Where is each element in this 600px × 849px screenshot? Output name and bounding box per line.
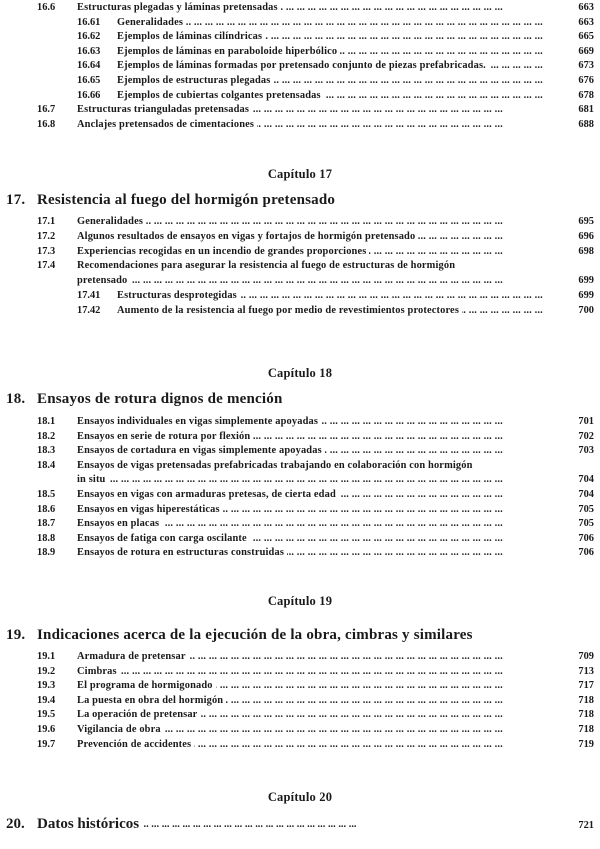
entry-title-text: Generalidades [117, 17, 186, 28]
toc-entry [37, 289, 594, 303]
toc-entry [37, 16, 594, 30]
entry-title-text: Estructuras plegadas y láminas pretensadas [77, 2, 281, 13]
entry-number: 16.66 [77, 89, 101, 101]
toc-entry [37, 665, 594, 679]
toc-entry [37, 723, 594, 737]
entry-title-text: Ensayos en vigas hiperestáticas [77, 504, 223, 515]
entry-number: 16.6 [37, 2, 56, 13]
entry-page: 681 [578, 104, 594, 116]
entry-title [117, 16, 560, 30]
entry-title-text: pretensado [77, 275, 130, 286]
entry-title [77, 546, 560, 560]
entry-title-text: Ensayos en vigas con armaduras pretesas, de cierta edad [77, 489, 339, 500]
toc-entry [37, 708, 594, 722]
entry-number: 18.9 [37, 547, 56, 559]
entry-number: 16.63 [77, 45, 101, 57]
entry-page: 669 [578, 45, 594, 57]
section-19-number: 19. [6, 627, 26, 643]
entry-page: 673 [578, 60, 594, 72]
entry-title [77, 723, 560, 737]
entry-page: 704 [578, 489, 594, 500]
toc-entry [37, 430, 594, 444]
entry-page: 663 [578, 2, 594, 13]
entry-number: 16.64 [77, 60, 101, 72]
entry-title [117, 74, 560, 88]
toc-entry [37, 304, 594, 318]
toc-entry [37, 679, 594, 693]
entry-title-text: Cimbras [77, 666, 120, 677]
entry-page: 698 [578, 245, 594, 257]
toc-entry [37, 459, 594, 473]
toc-entry [37, 30, 594, 44]
entry-title [77, 738, 560, 752]
entry-page: 702 [578, 430, 594, 442]
entry-title [77, 430, 560, 444]
entry-title-text: Ensayos individuales en vigas simplemente apoyadas [77, 416, 321, 427]
entry-title-text: Ejemplos de estructuras plegadas [117, 75, 273, 86]
entry-title-text: Ensayos de fatiga con carga oscilante [77, 533, 250, 544]
entry-number: 18.6 [37, 503, 56, 515]
toc-entry [37, 230, 594, 244]
section-17-text: Resistencia al fuego del hormigón pretensado [37, 192, 336, 208]
toc-entry [37, 532, 594, 546]
entry-number: 16.61 [77, 16, 101, 28]
entry-number: 18.1 [37, 416, 56, 427]
entry-title-text: Estructuras desprotegidas [117, 290, 240, 301]
entry-page: 717 [578, 680, 594, 692]
entry-title-text: Ejemplos de láminas en paraboloide hiperbólico [117, 46, 340, 57]
entry-title-text: Prevención de accidentes [77, 739, 194, 750]
entry-page: 719 [578, 738, 594, 750]
entry-number: 17.4 [37, 260, 56, 272]
toc-entry [37, 1, 594, 15]
entry-title-text: Ejemplos de láminas cilíndricas [117, 31, 265, 42]
section-19-text: Indicaciones acerca de la ejecución de la obra, cimbras y similares [37, 627, 473, 643]
entry-number: 17.1 [37, 216, 56, 227]
chapter-18-heading: Capítulo 18 [267, 366, 333, 380]
toc-entry [37, 259, 594, 273]
toc-entry [37, 473, 594, 487]
entry-page: 676 [578, 75, 594, 86]
toc-entry [37, 89, 594, 103]
toc-entry [37, 118, 594, 132]
toc-entry [37, 694, 594, 708]
entry-title [77, 503, 560, 517]
toc-entry [37, 738, 594, 752]
entry-title-text: Algunos resultados de ensayos en vigas y fortajos de hormigón pretensado [77, 231, 418, 242]
entry-page: 700 [578, 304, 594, 316]
entry-title [77, 665, 560, 679]
entry-title [77, 444, 560, 458]
entry-number: 18.7 [37, 518, 56, 530]
toc-entry [37, 59, 594, 73]
entry-page: 678 [578, 89, 594, 101]
toc-entry [37, 488, 594, 502]
entry-number: 18.2 [37, 430, 56, 442]
entry-page: 718 [578, 709, 594, 721]
toc-entry [37, 274, 594, 288]
entry-title-text: Recomendaciones para asegurar la resistencia al fuego de estructuras de hormigón [77, 260, 458, 271]
entry-page: 696 [578, 230, 594, 242]
entry-number: 19.6 [37, 724, 56, 735]
entry-page: 665 [578, 31, 594, 43]
entry-title-text: Ejemplos de láminas formadas por pretensado conjunto de piezas prefabricadas. [117, 60, 489, 71]
entry-title [117, 89, 560, 103]
entry-title-text: Ensayos en serie de rotura por flexión [77, 431, 253, 442]
entry-title [117, 304, 560, 318]
entry-number: 18.5 [37, 489, 56, 500]
entry-number: 19.5 [37, 709, 56, 721]
section-20-number: 20. [6, 816, 25, 832]
section-20-title [6, 816, 594, 836]
entry-number: 17.3 [37, 245, 56, 257]
toc-entry [37, 650, 594, 664]
entry-title [77, 650, 560, 664]
entry-number: 19.7 [37, 738, 56, 750]
entry-title [77, 415, 560, 429]
entry-page: 701 [578, 416, 594, 427]
entry-title [117, 289, 560, 303]
entry-page: 688 [578, 118, 594, 130]
entry-title [77, 459, 560, 473]
entry-title-text: Ensayos en placas [77, 518, 162, 529]
entry-title [77, 679, 560, 693]
section-18-text: Ensayos de rotura dignos de mención [37, 391, 283, 407]
entry-title [117, 45, 560, 59]
entry-title [77, 118, 560, 132]
entry-title-text: Vigilancia de obra [77, 724, 164, 735]
entry-page: 695 [578, 216, 594, 227]
entry-title-text: Anclajes pretensados de cimentaciones [77, 119, 257, 130]
entry-number: 19.3 [37, 680, 56, 692]
toc-entry [37, 103, 594, 117]
entry-page: 706 [578, 532, 594, 544]
entry-title [117, 30, 560, 44]
entry-title [77, 215, 560, 229]
entry-title [77, 259, 560, 273]
toc-entry [37, 245, 594, 259]
entry-title [77, 245, 560, 259]
entry-number: 16.65 [77, 75, 101, 86]
entry-page: 699 [578, 290, 594, 301]
section-17-number: 17. [6, 192, 26, 208]
entry-title [77, 488, 560, 502]
entry-title-text: La operación de pretensar [77, 709, 200, 720]
entry-page: 699 [578, 275, 594, 287]
entry-title-text: El programa de hormigonado [77, 680, 216, 691]
entry-page: 705 [578, 503, 594, 515]
entry-number: 18.8 [37, 532, 56, 544]
entry-number: 17.2 [37, 230, 56, 242]
entry-page: 706 [578, 547, 594, 559]
entry-number: 16.62 [77, 31, 101, 43]
toc-entry [37, 546, 594, 560]
entry-number: 18.4 [37, 459, 56, 471]
entry-number: 18.3 [37, 445, 56, 457]
entry-number: 16.7 [37, 104, 56, 116]
entry-title [77, 708, 560, 722]
entry-title-text: Ensayos de cortadura en vigas simplemente apoyadas [77, 445, 325, 456]
toc-entry [37, 74, 594, 88]
entry-title [77, 1, 560, 15]
entry-title [77, 473, 560, 487]
entry-title-text: Experiencias recogidas en un incendio de grandes proporciones [77, 246, 369, 257]
chapter-20-heading: Capítulo 20 [267, 790, 333, 804]
entry-number: 19.1 [37, 651, 56, 662]
chapter-19-heading: Capítulo 19 [267, 594, 333, 608]
entry-title [117, 59, 560, 73]
toc-entry [37, 517, 594, 531]
entry-title-text: La puesta en obra del hormigón [77, 695, 226, 706]
entry-number: 16.8 [37, 118, 56, 130]
entry-number: 17.41 [77, 290, 101, 301]
section-20-label: Datos históricos [37, 816, 143, 832]
toc-entry [37, 45, 594, 59]
entry-title [77, 274, 560, 288]
entry-title-text: Estructuras trianguladas pretensadas [77, 104, 252, 115]
toc-entry [37, 444, 594, 458]
section-18-number: 18. [6, 391, 26, 407]
section-20-page: 721 [578, 820, 594, 831]
entry-page: 703 [578, 445, 594, 457]
entry-title-text: Aumento de la resistencia al fuego por medio de revestimientos protectores [117, 305, 462, 316]
entry-title-text: Ensayos de rotura en estructuras construidas [77, 547, 287, 558]
entry-title [77, 694, 560, 708]
toc-entry [37, 503, 594, 517]
entry-number: 17.42 [77, 304, 101, 316]
toc-entry [37, 415, 594, 429]
entry-title [77, 103, 560, 117]
section-20-text [37, 816, 560, 833]
entry-page: 718 [578, 724, 594, 735]
entry-page: 663 [578, 16, 594, 28]
entry-page: 713 [578, 665, 594, 677]
entry-number: 19.2 [37, 665, 56, 677]
toc-entry [37, 215, 594, 229]
entry-title-text: Ensayos de vigas pretensadas prefabricadas trabajando en colaboración con hormigón [77, 460, 476, 471]
entry-title [77, 230, 560, 244]
entry-title-text: Ejemplos de cubiertas colgantes pretensadas [117, 90, 324, 101]
entry-title-text: in situ [77, 474, 108, 485]
entry-page: 705 [578, 518, 594, 530]
chapter-17-heading: Capítulo 17 [267, 167, 333, 181]
entry-number: 19.4 [37, 694, 56, 706]
entry-page: 718 [578, 694, 594, 706]
entry-page: 704 [578, 474, 594, 486]
entry-title [77, 532, 560, 546]
entry-page: 709 [578, 651, 594, 662]
entry-title-text: Generalidades [77, 216, 146, 227]
entry-title-text: Armadura de pretensar [77, 651, 189, 662]
entry-title [77, 517, 560, 531]
